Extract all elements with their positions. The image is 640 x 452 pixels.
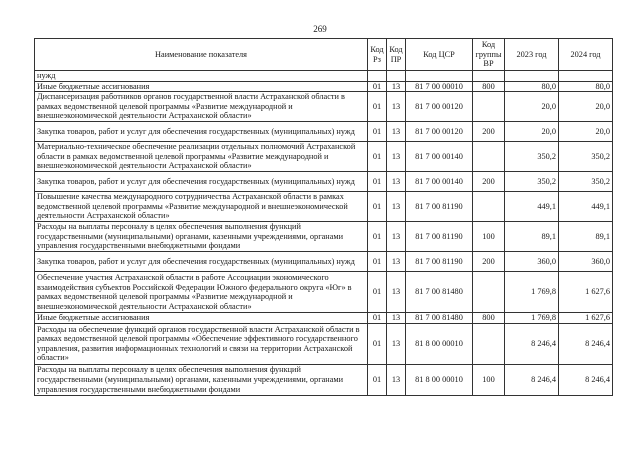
cell-name: Иные бюджетные ассигнования <box>35 313 368 324</box>
cell-2024: 80,0 <box>559 81 613 92</box>
cell-name: Материально-техническое обеспечение реализации отдельных полномочий Астраханской области в рамках ведомственной целевой программы «Развитие международной и внешнеэкономической деятельности Астраханской области» <box>35 142 368 172</box>
table-row <box>35 252 613 272</box>
cell-csr: 81 7 00 00120 <box>406 92 473 122</box>
header-2023: 2023 год <box>505 39 559 71</box>
cell-pr: 13 <box>387 81 406 92</box>
cell-csr: 81 7 00 81480 <box>406 272 473 313</box>
cell-2024 <box>559 71 613 82</box>
cell-csr: 81 8 00 00010 <box>406 364 473 395</box>
cell-2024: 1 627,6 <box>559 272 613 313</box>
table-row <box>35 81 613 92</box>
cell-2024: 89,1 <box>559 222 613 252</box>
cell-csr: 81 8 00 00010 <box>406 323 473 364</box>
cell-vr: 100 <box>473 222 505 252</box>
table-body <box>35 71 613 396</box>
cell-csr: 81 7 00 00120 <box>406 122 473 142</box>
cell-pr: 13 <box>387 92 406 122</box>
table-row <box>35 313 613 324</box>
cell-name: Закупка товаров, работ и услуг для обеспечения государственных (муниципальных) нужд <box>35 122 368 142</box>
cell-2024: 20,0 <box>559 122 613 142</box>
table-row <box>35 364 613 395</box>
page-number: 269 <box>313 24 327 34</box>
table-row <box>35 222 613 252</box>
table-row <box>35 272 613 313</box>
cell-name: Закупка товаров, работ и услуг для обеспечения государственных (муниципальных) нужд <box>35 252 368 272</box>
cell-2024: 1 627,6 <box>559 313 613 324</box>
cell-name: Расходы на выплаты персоналу в целях обеспечения выполнения функций государственными (муниципальными) органами, казенными учреждениями, органами управления государственными внебюджетными фондами <box>35 222 368 252</box>
cell-vr: 200 <box>473 252 505 272</box>
cell-pr: 13 <box>387 192 406 222</box>
cell-csr: 81 7 00 00010 <box>406 81 473 92</box>
cell-name: Закупка товаров, работ и услуг для обеспечения государственных (муниципальных) нужд <box>35 172 368 192</box>
table-row <box>35 122 613 142</box>
header-pr: Код ПР <box>387 39 406 71</box>
cell-2024: 360,0 <box>559 252 613 272</box>
cell-pr: 13 <box>387 122 406 142</box>
cell-rz: 01 <box>368 313 387 324</box>
cell-rz <box>368 71 387 82</box>
cell-csr <box>406 71 473 82</box>
cell-rz: 01 <box>368 323 387 364</box>
header-csr: Код ЦСР <box>406 39 473 71</box>
table-row <box>35 192 613 222</box>
cell-2023: 89,1 <box>505 222 559 252</box>
cell-name: Иные бюджетные ассигнования <box>35 81 368 92</box>
cell-name: Повышение качества международного сотрудничества Астраханской области в рамках ведомственной целевой программы «Развитие международной и внешнеэкономической деятельности Астраханской области» <box>35 192 368 222</box>
cell-2024: 20,0 <box>559 92 613 122</box>
cell-rz: 01 <box>368 122 387 142</box>
cell-2023: 449,1 <box>505 192 559 222</box>
cell-pr: 13 <box>387 323 406 364</box>
table-row <box>35 142 613 172</box>
cell-2023: 360,0 <box>505 252 559 272</box>
cell-name: Обеспечение участия Астраханской области в работе Ассоциации экономического взаимодействия субъектов Российской Федерации Южного федерального округа «Юг» в рамках ведомственной целевой программы «Развитие международной и внешнеэкономической деятельности Астраханской области» <box>35 272 368 313</box>
budget-table <box>34 38 613 396</box>
cell-2023: 80,0 <box>505 81 559 92</box>
cell-vr <box>473 92 505 122</box>
cell-rz: 01 <box>368 272 387 313</box>
cell-name: нужд <box>35 71 368 82</box>
cell-2024: 350,2 <box>559 172 613 192</box>
table-header-row <box>35 39 613 71</box>
cell-vr <box>473 323 505 364</box>
cell-name: Диспансеризация работников органов государственной власти Астраханской области в рамках ведомственной целевой программы «Развитие международной и внешнеэкономической деятельности Астраханской области» <box>35 92 368 122</box>
cell-2023: 20,0 <box>505 92 559 122</box>
cell-pr: 13 <box>387 252 406 272</box>
cell-2023: 1 769,8 <box>505 313 559 324</box>
cell-pr: 13 <box>387 142 406 172</box>
cell-csr: 81 7 00 00140 <box>406 142 473 172</box>
cell-pr <box>387 71 406 82</box>
cell-2024: 8 246,4 <box>559 323 613 364</box>
table-row <box>35 172 613 192</box>
cell-vr: 200 <box>473 172 505 192</box>
table-row <box>35 71 613 82</box>
cell-rz: 01 <box>368 142 387 172</box>
cell-2023: 350,2 <box>505 142 559 172</box>
cell-rz: 01 <box>368 192 387 222</box>
header-name: Наименование показателя <box>35 39 368 71</box>
cell-name: Расходы на обеспечение функций органов государственной власти Астраханской области в рамках ведомственной целевой программы «Обеспечение эффективного государственного управления, развития информационных технологий и связи на территории Астраханской области» <box>35 323 368 364</box>
cell-rz: 01 <box>368 364 387 395</box>
cell-rz: 01 <box>368 222 387 252</box>
cell-rz: 01 <box>368 81 387 92</box>
cell-csr: 81 7 00 81190 <box>406 192 473 222</box>
cell-vr <box>473 272 505 313</box>
cell-csr: 81 7 00 81480 <box>406 313 473 324</box>
cell-vr <box>473 192 505 222</box>
cell-2023: 8 246,4 <box>505 364 559 395</box>
cell-2023 <box>505 71 559 82</box>
cell-pr: 13 <box>387 313 406 324</box>
cell-rz: 01 <box>368 252 387 272</box>
table-row <box>35 323 613 364</box>
cell-2024: 449,1 <box>559 192 613 222</box>
cell-2023: 20,0 <box>505 122 559 142</box>
cell-vr <box>473 142 505 172</box>
cell-csr: 81 7 00 00140 <box>406 172 473 192</box>
cell-pr: 13 <box>387 364 406 395</box>
cell-2023: 350,2 <box>505 172 559 192</box>
cell-csr: 81 7 00 81190 <box>406 252 473 272</box>
cell-vr: 800 <box>473 81 505 92</box>
cell-2023: 1 769,8 <box>505 272 559 313</box>
cell-vr: 800 <box>473 313 505 324</box>
cell-pr: 13 <box>387 272 406 313</box>
cell-2024: 350,2 <box>559 142 613 172</box>
cell-vr: 100 <box>473 364 505 395</box>
header-2024: 2024 год <box>559 39 613 71</box>
cell-pr: 13 <box>387 222 406 252</box>
cell-2024: 8 246,4 <box>559 364 613 395</box>
header-vr: Код группы ВР <box>473 39 505 71</box>
table-row <box>35 92 613 122</box>
header-rz: Код Рз <box>368 39 387 71</box>
cell-rz: 01 <box>368 172 387 192</box>
cell-pr: 13 <box>387 172 406 192</box>
cell-vr: 200 <box>473 122 505 142</box>
cell-name: Расходы на выплаты персоналу в целях обеспечения выполнения функций государственными (муниципальными) органами, казенными учреждениями, органами управления государственными внебюджетными фондами <box>35 364 368 395</box>
cell-csr: 81 7 00 81190 <box>406 222 473 252</box>
cell-rz: 01 <box>368 92 387 122</box>
cell-2023: 8 246,4 <box>505 323 559 364</box>
cell-vr <box>473 71 505 82</box>
